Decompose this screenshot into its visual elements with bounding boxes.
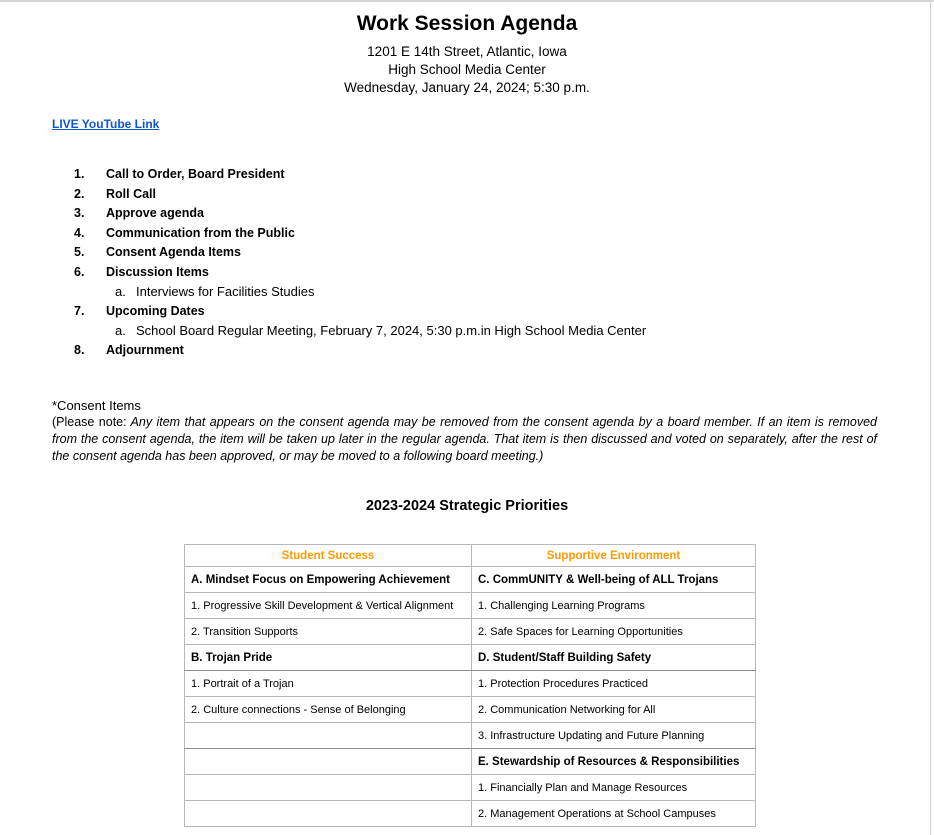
address-line-street: 1201 E 14th Street, Atlantic, Iowa [367, 44, 567, 59]
consent-note-prefix: (Please note: [52, 415, 127, 429]
table-cell: 2. Management Operations at School Campuses [472, 801, 756, 827]
table-cell: 2. Communication Networking for All [472, 697, 756, 723]
agenda-item [0, 302, 934, 322]
agenda-item [0, 165, 934, 185]
address-line-venue: High School Media Center [388, 62, 546, 77]
agenda-item-label: Communication from the Public [106, 225, 295, 240]
table-cell: 1. Protection Procedures Practiced [472, 671, 756, 697]
agenda-item-number: 2. [74, 186, 85, 201]
consent-items-section [52, 398, 877, 465]
consent-note [52, 414, 877, 465]
table-row [185, 593, 756, 619]
table-cell: 1. Challenging Learning Programs [472, 593, 756, 619]
agenda-subitem-label: Interviews for Facilities Studies [136, 284, 315, 299]
table-cell: 1. Financially Plan and Manage Resources [472, 775, 756, 801]
table-cell: 1. Portrait of a Trojan [185, 671, 472, 697]
document-header [0, 2, 934, 97]
page-edge [930, 2, 931, 835]
table-cell: 2. Transition Supports [185, 619, 472, 645]
table-row [185, 723, 756, 749]
agenda-item [0, 243, 934, 263]
table-cell [185, 775, 472, 801]
table-cell: 2. Culture connections - Sense of Belonging [185, 697, 472, 723]
table-row [185, 775, 756, 801]
priorities-table [184, 544, 756, 827]
agenda-subitem [0, 282, 934, 302]
agenda-item-number: 8. [74, 342, 85, 357]
consent-items-heading: *Consent Items [52, 398, 141, 413]
priorities-table-head-row [185, 545, 756, 567]
agenda-item [0, 263, 934, 283]
agenda-item-label: Roll Call [106, 186, 157, 201]
agenda-subitem-letter: a. [115, 284, 126, 299]
table-cell: E. Stewardship of Resources & Responsibilities [472, 749, 756, 775]
agenda-item-number: 4. [74, 225, 85, 240]
agenda-item-label: Discussion Items [106, 264, 209, 279]
strategic-priorities-heading: 2023-2024 Strategic Priorities [365, 498, 569, 514]
table-cell: 3. Infrastructure Updating and Future Planning [472, 723, 756, 749]
agenda-item-number: 3. [74, 206, 85, 220]
table-cell: A. Mindset Focus on Empowering Achievement [185, 567, 472, 593]
table-header-cell: Student Success [185, 545, 472, 567]
table-cell [185, 723, 472, 749]
table-row [185, 749, 756, 775]
priorities-table-body [185, 567, 756, 827]
agenda-item [0, 341, 934, 361]
table-row [185, 671, 756, 697]
agenda-list [0, 165, 934, 360]
table-cell [185, 801, 472, 827]
table-cell: 1. Progressive Skill Development & Vertical Alignment [185, 593, 472, 619]
agenda-subitem [0, 321, 934, 341]
address-line-datetime: Wednesday, January 24, 2024; 5:30 p.m. [344, 80, 590, 95]
table-header-cell: Supportive Environment [472, 545, 756, 567]
agenda-item-label: Call to Order, Board President [106, 167, 285, 181]
table-cell: C. CommUNITY & Well-being of ALL Trojans [472, 567, 756, 593]
table-cell: 2. Safe Spaces for Learning Opportunities [472, 619, 756, 645]
table-row [185, 801, 756, 827]
agenda-subitem-label: School Board Regular Meeting, February 7, 2024, 5:30 p.m.in High School Media Center [136, 323, 647, 338]
agenda-item-label: Upcoming Dates [106, 303, 205, 318]
agenda-item-label: Consent Agenda Items [106, 245, 241, 259]
table-row [185, 645, 756, 671]
consent-note-body: Any item that appears on the consent agenda may be removed from the consent agenda by a board member. If an item is removed from the consent agenda, the item will be taken up later in the regular agenda. That item is then discussed and voted on separately, after the rest of the consent agenda has been approved, or may be moved to a following board meeting.) [52, 415, 877, 463]
agenda-item [0, 204, 934, 224]
table-cell: D. Student/Staff Building Safety [472, 645, 756, 671]
table-cell: B. Trojan Pride [185, 645, 472, 671]
youtube-link[interactable]: LIVE YouTube Link [52, 117, 160, 131]
agenda-item [0, 185, 934, 205]
agenda-item-number: 6. [74, 264, 85, 279]
agenda-item [0, 224, 934, 244]
agenda-item-number: 1. [74, 167, 85, 181]
table-row [185, 697, 756, 723]
table-cell [185, 749, 472, 775]
agenda-item-number: 5. [74, 245, 85, 259]
agenda-item-label: Adjournment [106, 342, 184, 357]
table-row [185, 567, 756, 593]
table-row [185, 619, 756, 645]
agenda-item-number: 7. [74, 303, 85, 318]
agenda-subitem-letter: a. [115, 323, 126, 338]
page-title: Work Session Agenda [356, 12, 578, 35]
agenda-item-label: Approve agenda [106, 206, 204, 220]
